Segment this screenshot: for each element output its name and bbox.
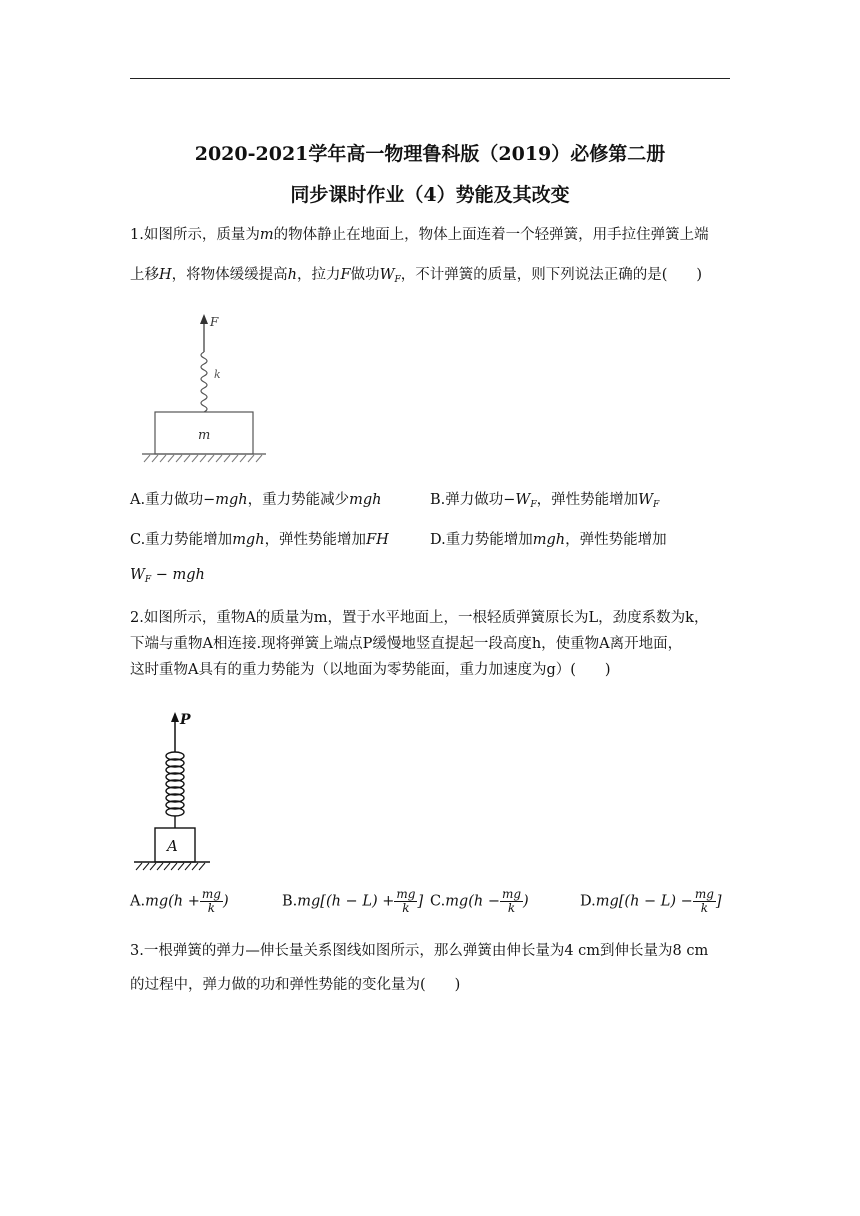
q2-stem: 2.如图所示，重物A的质量为m，置于水平地面上，一根轻质弹簧原长为L，劲度系数为k， 下端与重物A相连接.现将弹簧上端点P缓慢地竖直提起一段高度h，使重物A离开地面， 这时重物A具有的重力势能为（以地面为零势能面，重力加速度为g）( ) xyxy=(130,610,709,678)
q2-option-d[interactable]: D.mg[(h − L) − $\frac{mg}{k}$ ] xyxy=(580,887,722,915)
q1-mass-label: m xyxy=(198,428,211,443)
q1-stem-line2: 上移H，将物体缓缓提高h，拉力F做功$W_F$，不计弹簧的质量，则下列说法正确的是( ) xyxy=(130,267,703,285)
doc-subtitle: 同步课时作业（4）势能及其改变 xyxy=(290,184,570,206)
q2-figure xyxy=(130,708,230,876)
q2-mass-label: A xyxy=(167,837,178,855)
q1-option-d-cont: $W_F$ − mgh xyxy=(130,567,205,585)
q2-option-b[interactable]: B.mg[(h − L) + $\frac{mg}{k}$ ] xyxy=(282,887,424,915)
q1-spring-label: k xyxy=(214,368,221,381)
q1-stem: 1.如图所示，质量为m的物体静止在地面上，物体上面连着一个轻弹簧，用手拉住弹簧上端 xyxy=(130,227,709,243)
q1-option-a[interactable]: A.重力做功−mgh，重力势能减少mgh xyxy=(130,492,382,508)
q1-figure xyxy=(140,306,270,466)
q2-option-a[interactable]: A.mg(h + $\frac{mg}{k}$ ) xyxy=(130,887,229,915)
q1-option-d[interactable]: D.重力势能增加mgh，弹性势能增加 xyxy=(430,532,667,548)
doc-title: 2020-2021学年高一物理鲁科版（2019）必修第二册 xyxy=(194,143,666,165)
q2-point-label: P xyxy=(180,712,191,728)
q1-force-label: F xyxy=(210,315,219,329)
q1-option-b[interactable]: B.弹力做功$-W_F$，弹性势能增加$W_F$ xyxy=(430,492,660,510)
q2-spring xyxy=(166,752,184,816)
q3-stem: 3.一根弹簧的弹力—伸长量关系图线如图所示，那么弹簧由伸长量为4 cm到伸长量为8 cm 的过程中，弹力做的功和弹性势能的变化量为( ) xyxy=(130,943,709,993)
q2-option-c[interactable]: C.mg(h − $\frac{mg}{k}$ ) xyxy=(430,887,529,915)
q1-option-c[interactable]: C.重力势能增加mgh，弹性势能增加FH xyxy=(130,532,389,548)
header-rule xyxy=(130,78,730,79)
